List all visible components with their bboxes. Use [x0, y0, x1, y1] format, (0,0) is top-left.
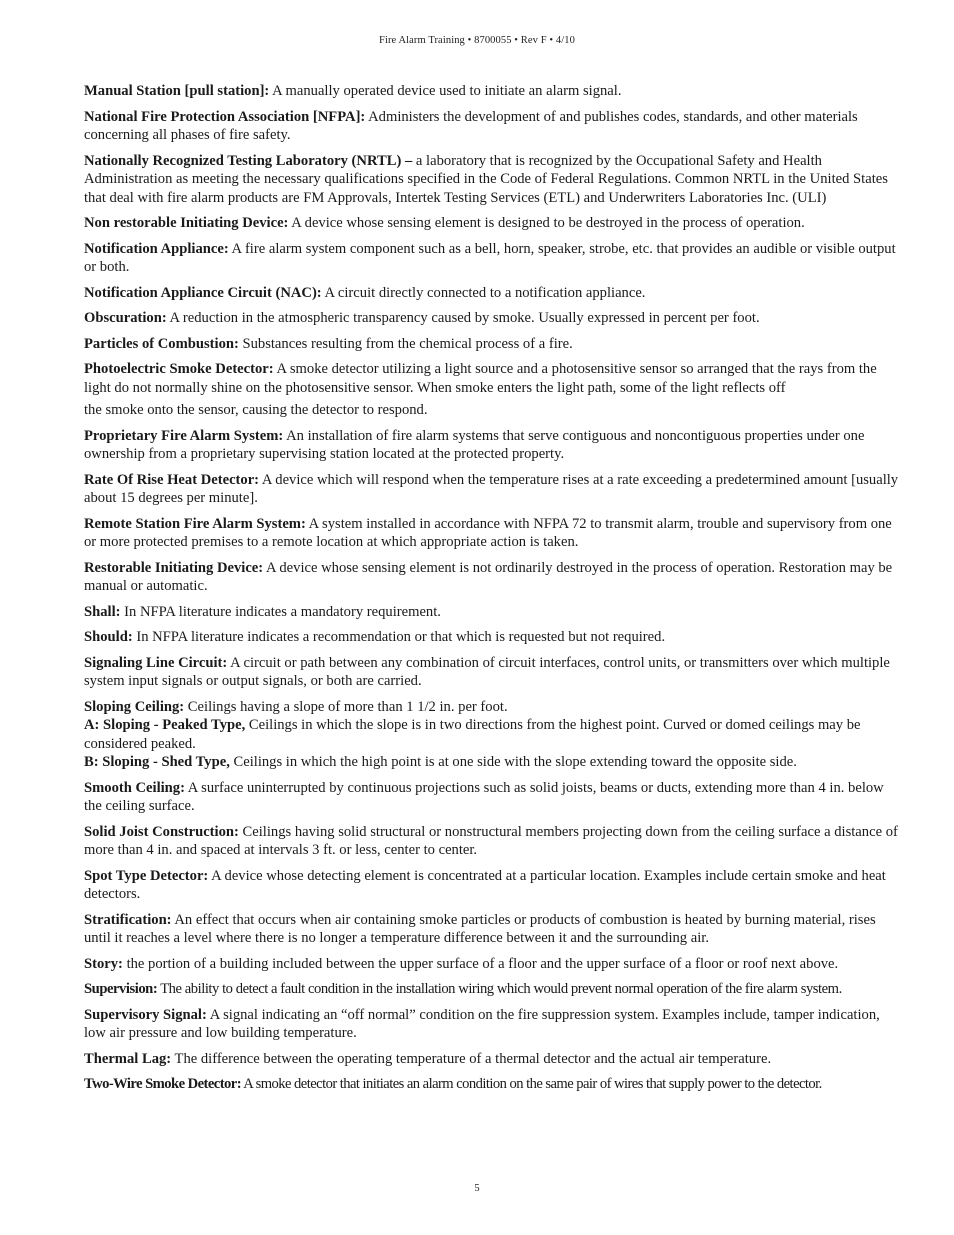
glossary-definition: Ceilings in which the high point is at one side with the slope extending toward the opposite side.	[229, 754, 797, 770]
glossary-term: Should:	[84, 629, 133, 645]
glossary-term: Restorable Initiating Device:	[84, 559, 264, 576]
glossary-term: Notification Appliance Circuit (NAC):	[84, 284, 322, 301]
glossary-definition: A circuit or path between any combination of circuit interfaces, control units, or transmitters over which multiple system input signals or output signals, or both are carried.	[84, 654, 890, 689]
glossary-definition: In NFPA literature indicates a mandatory requirement.	[120, 603, 441, 620]
page-number: 5	[474, 1183, 480, 1194]
glossary-definition: The difference between the operating temperature of a thermal detector and the actual air temperature.	[171, 1050, 772, 1067]
glossary-term: Nationally Recognized Testing Laboratory (NRTL) –	[84, 152, 413, 169]
glossary-entry-nac	[84, 284, 900, 303]
glossary-term: Rate Of Rise Heat Detector:	[84, 471, 260, 488]
glossary-definition: A circuit directly connected to a notification appliance.	[321, 284, 646, 301]
glossary-entry-notification-appliance	[84, 240, 900, 277]
glossary-term: Supervisory Signal:	[84, 1006, 207, 1023]
glossary-term: Spot Type Detector:	[84, 867, 209, 884]
glossary-entry-sloping-shed-type	[84, 753, 900, 772]
glossary-entry-shall	[84, 603, 900, 622]
glossary-definition: A device whose sensing element is not ordinarily destroyed in the process of operation. Restoration may be manual or automatic.	[84, 559, 893, 594]
glossary-definition: A smoke detector that initiates an alarm condition on the same pair of wires that supply power to the detector.	[241, 1076, 822, 1092]
glossary-definition: In NFPA literature indicates a recommendation or that which is requested but not required.	[132, 629, 666, 645]
running-header: Fire Alarm Training • 8700055 • Rev F • 4/10	[379, 35, 575, 46]
glossary-entry-obscuration	[84, 309, 900, 328]
glossary-entry-solid-joist-construction	[84, 823, 900, 860]
glossary-definition: A surface uninterrupted by continuous projections such as solid joists, beams or ducts, extending more than 4 in. below the ceiling surface.	[84, 779, 884, 814]
glossary-entry-manual-station	[84, 82, 900, 101]
glossary-entry-signaling-line-circuit	[84, 654, 900, 691]
glossary-term: Shall:	[84, 603, 121, 620]
glossary-term: Non restorable Initiating Device:	[84, 215, 289, 231]
glossary-entry-should	[84, 628, 900, 647]
glossary-entry-remote-station-fire-alarm-system	[84, 515, 900, 552]
glossary-term: Solid Joist Construction:	[84, 823, 239, 840]
glossary-term: A: Sloping - Peaked Type,	[84, 717, 246, 733]
glossary-definition: An installation of fire alarm systems that serve contiguous and noncontiguous properties under one ownership from a proprietary supervising station located at the protected property.	[84, 427, 865, 462]
glossary-list	[84, 82, 900, 1101]
glossary-term: National Fire Protection Association [NFPA]:	[84, 108, 366, 125]
glossary-definition: The ability to detect a fault condition in the installation wiring which would prevent normal operation of the fire alarm system.	[157, 981, 842, 997]
glossary-definition: A device which will respond when the temperature rises at a rate exceeding a predetermined amount [usually about 15 degrees per minute].	[84, 471, 899, 506]
glossary-entry-nrtl	[84, 152, 900, 208]
glossary-entry-sloping-ceiling	[84, 698, 900, 717]
glossary-definition-continued: the smoke onto the sensor, causing the detector to respond.	[84, 402, 428, 418]
glossary-entry-sloping-peaked-type	[84, 716, 900, 753]
glossary-entry-supervisory-signal	[84, 1006, 900, 1043]
glossary-term: Proprietary Fire Alarm System:	[84, 427, 284, 444]
glossary-term: Story:	[84, 955, 123, 972]
glossary-definition: Ceilings in which the slope is in two directions from the highest point. Curved or domed ceilings may be considered peaked.	[84, 717, 861, 752]
glossary-term: Particles of Combustion:	[84, 335, 239, 352]
glossary-entry-proprietary-fire-alarm-system	[84, 427, 900, 464]
glossary-term: Photoelectric Smoke Detector:	[84, 361, 274, 377]
glossary-definition: A system installed in accordance with NFPA 72 to transmit alarm, trouble and supervisory from one or more protected premises to a remote location at which appropriate action is taken.	[84, 515, 892, 550]
glossary-term: Two-Wire Smoke Detector:	[84, 1076, 242, 1092]
glossary-term: Thermal Lag:	[84, 1050, 172, 1067]
glossary-definition: the portion of a building included between the upper surface of a floor and the upper surface of a floor or roof next above.	[122, 955, 839, 972]
glossary-term: Notification Appliance:	[84, 240, 229, 257]
glossary-term: Stratification:	[84, 911, 172, 928]
glossary-term: Supervision:	[84, 981, 158, 997]
glossary-definition: A reduction in the atmospheric transparency caused by smoke. Usually expressed in percent per foot.	[166, 310, 760, 326]
glossary-term: Signaling Line Circuit:	[84, 654, 228, 671]
glossary-entry-stratification	[84, 911, 900, 948]
glossary-entry-non-restorable-initiating-device	[84, 214, 900, 233]
glossary-entry-spot-type-detector	[84, 867, 900, 904]
glossary-entry-photoelectric-smoke-detector	[84, 360, 900, 420]
glossary-entry-thermal-lag	[84, 1050, 900, 1069]
glossary-term: Obscuration:	[84, 310, 167, 326]
glossary-entry-two-wire-smoke-detector	[84, 1075, 900, 1094]
glossary-term: Remote Station Fire Alarm System:	[84, 515, 306, 532]
glossary-definition: Ceilings having solid structural or nonstructural members projecting down from the ceiling surface a distance of more than 4 in. and spaced at intervals 3 ft. or less, center to center.	[84, 823, 898, 858]
glossary-entry-smooth-ceiling	[84, 779, 900, 816]
glossary-definition: A signal indicating an “off normal” condition on the fire suppression system. Examples include, tamper indication, low air pressure and low building temperature.	[84, 1006, 880, 1041]
glossary-term: B: Sloping - Shed Type,	[84, 754, 230, 770]
glossary-entry-supervision	[84, 980, 900, 999]
glossary-definition: a laboratory that is recognized by the Occupational Safety and Health Administration as meeting the necessary qualifications specified in the Code of Federal Regulations. Common NRTL in the United States that deal with fire alarm products are FM Approvals, Intertek Testing Services (ETL) and Underwriters Laboratories Inc. (ULI)	[84, 152, 888, 206]
glossary-definition: A device whose detecting element is concentrated at a particular location. Examples include certain smoke and heat detectors.	[84, 867, 886, 902]
glossary-definition: Ceilings having a slope of more than 1 1/2 in. per foot.	[184, 698, 508, 715]
glossary-definition: A manually operated device used to initiate an alarm signal.	[269, 83, 622, 99]
glossary-entry-restorable-initiating-device	[84, 559, 900, 596]
glossary-entry-nfpa	[84, 108, 900, 145]
glossary-definition: A device whose sensing element is designed to be destroyed in the process of operation.	[288, 215, 805, 231]
glossary-term: Sloping Ceiling:	[84, 698, 185, 715]
glossary-definition: A fire alarm system component such as a bell, horn, speaker, strobe, etc. that provides an audible or visible output or both.	[84, 240, 896, 275]
glossary-entry-story	[84, 955, 900, 974]
glossary-entry-rate-of-rise-heat-detector	[84, 471, 900, 508]
glossary-term: Smooth Ceiling:	[84, 779, 185, 796]
glossary-definition: An effect that occurs when air containing smoke particles or products of combustion is heated by burning material, rises until it reaches a level where there is no longer a temperature difference between it and the surrounding air.	[84, 911, 876, 946]
glossary-term: Manual Station [pull station]:	[84, 83, 270, 99]
glossary-definition: A smoke detector utilizing a light source and a photosensitive sensor so arranged that the rays from the light do not normally shine on the photosensitive sensor. When smoke enters the light path, some of the light reflects off	[84, 361, 877, 396]
glossary-definition: Substances resulting from the chemical process of a fire.	[238, 335, 573, 352]
glossary-definition: Administers the development of and publishes codes, standards, and other materials concerning all phases of fire safety.	[84, 108, 858, 143]
glossary-entry-particles-of-combustion	[84, 335, 900, 354]
